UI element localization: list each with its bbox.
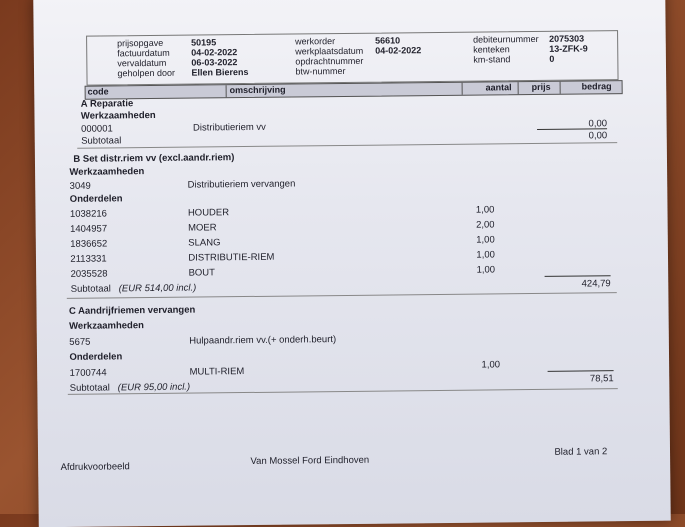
section-c-werk-code: 5675 xyxy=(69,336,91,348)
part-desc: HOUDER xyxy=(187,207,230,219)
part-code: 1038216 xyxy=(69,208,107,220)
section-c-line xyxy=(548,370,614,372)
col-prijs: prijs xyxy=(531,81,551,93)
section-c-subtotal-incl: (EUR 95,00 incl.) xyxy=(117,381,191,394)
part-qty: 1,00 xyxy=(476,234,495,246)
vervaldatum-label: vervaldatum xyxy=(117,57,167,69)
btw-label: btw-nummer xyxy=(295,65,346,77)
werkorder-value: 56610 xyxy=(375,35,401,46)
section-c-subtotal-label: Subtotaal xyxy=(69,382,110,394)
section-c-title: C Aandrijfriemen vervangen xyxy=(68,304,196,317)
section-c-onderdelen-label: Onderdelen xyxy=(69,351,123,363)
prijsopgave-value: 50195 xyxy=(191,37,217,48)
kenteken-label: kenteken xyxy=(473,44,510,55)
part-desc: DISTRIBUTIE-RIEM xyxy=(188,251,275,264)
section-c-part-desc: MULTI-RIEM xyxy=(189,366,245,378)
footer-left: Afdrukvoorbeeld xyxy=(60,461,130,473)
kenteken-value: 13-ZFK-9 xyxy=(549,43,588,54)
col-bedrag: bedrag xyxy=(581,81,612,92)
section-a-werk-label: Werkzaamheden xyxy=(80,109,156,122)
factuurdatum-value: 04-02-2022 xyxy=(191,47,238,58)
section-a-subtotal-label: Subtotaal xyxy=(81,135,122,147)
section-b-werk-desc: Distributieriem vervangen xyxy=(187,178,296,191)
col-omschrijving: omschrijving xyxy=(229,84,286,96)
part-code: 1404957 xyxy=(70,223,108,235)
part-desc: SLANG xyxy=(188,237,221,249)
section-a-code: 000001 xyxy=(80,123,113,135)
part-qty: 1,00 xyxy=(476,249,495,261)
quote-document xyxy=(56,24,661,506)
section-c-werk-label: Werkzaamheden xyxy=(69,320,144,332)
part-qty: 2,00 xyxy=(476,219,495,231)
footer-right: Blad 1 van 2 xyxy=(554,446,608,458)
debiteur-label: debiteurnummer xyxy=(473,33,539,45)
section-b-title: B Set distr.riem vv (excl.aandr.riem) xyxy=(73,152,235,165)
part-desc: BOUT xyxy=(188,267,215,279)
section-c-part-qty: 1,00 xyxy=(481,359,501,371)
section-a-title: A Reparatie xyxy=(80,98,134,110)
section-c-werk-desc: Hulpaandr.riem vv.(+ onderh.beurt) xyxy=(189,334,337,347)
section-a-desc: Distributieriem vv xyxy=(192,121,266,134)
col-code: code xyxy=(87,86,109,97)
kmstand-value: 0 xyxy=(549,53,555,64)
vervaldatum-value: 06-03-2022 xyxy=(191,57,238,68)
section-b-werk-label: Werkzaamheden xyxy=(69,166,145,178)
werkplaatsdatum-value: 04-02-2022 xyxy=(375,45,422,56)
section-b-subtotal-incl: (EUR 514,00 incl.) xyxy=(118,282,197,295)
geholpen-door-label: geholpen door xyxy=(117,67,176,79)
header-box xyxy=(86,30,618,86)
section-a-amount: 0,00 xyxy=(588,118,608,130)
part-qty: 1,00 xyxy=(476,264,496,276)
section-b-line xyxy=(545,275,611,277)
part-code: 2113331 xyxy=(70,253,107,265)
prijsopgave-label: prijsopgave xyxy=(117,37,164,49)
section-b-subtotal-label: Subtotaal xyxy=(70,283,111,295)
werkorder-label: werkorder xyxy=(295,36,336,47)
debiteur-value: 2075303 xyxy=(549,33,585,44)
werkplaatsdatum-label: werkplaatsdatum xyxy=(295,45,364,57)
footer-center: Van Mossel Ford Eindhoven xyxy=(250,454,370,467)
opdrachtnummer-label: opdrachtnummer xyxy=(295,55,364,67)
factuurdatum-label: factuurdatum xyxy=(117,47,170,59)
section-b-werk-code: 3049 xyxy=(69,180,91,192)
geholpen-door-value: Ellen Bierens xyxy=(191,66,249,78)
section-c-part-code: 1700744 xyxy=(69,367,107,379)
section-a-subtotal-value: 0,00 xyxy=(588,130,608,142)
divider xyxy=(77,142,617,149)
part-desc: MOER xyxy=(188,222,217,234)
kmstand-label: km-stand xyxy=(473,54,511,65)
col-aantal: aantal xyxy=(485,82,512,93)
part-qty: 1,00 xyxy=(475,204,495,216)
section-b-subtotal-value: 424,79 xyxy=(581,278,611,290)
part-code: 1836652 xyxy=(70,238,108,250)
section-b-onderdelen-label: Onderdelen xyxy=(69,193,123,205)
section-c-subtotal-value: 78,51 xyxy=(589,373,614,385)
part-code: 2035528 xyxy=(70,268,108,280)
